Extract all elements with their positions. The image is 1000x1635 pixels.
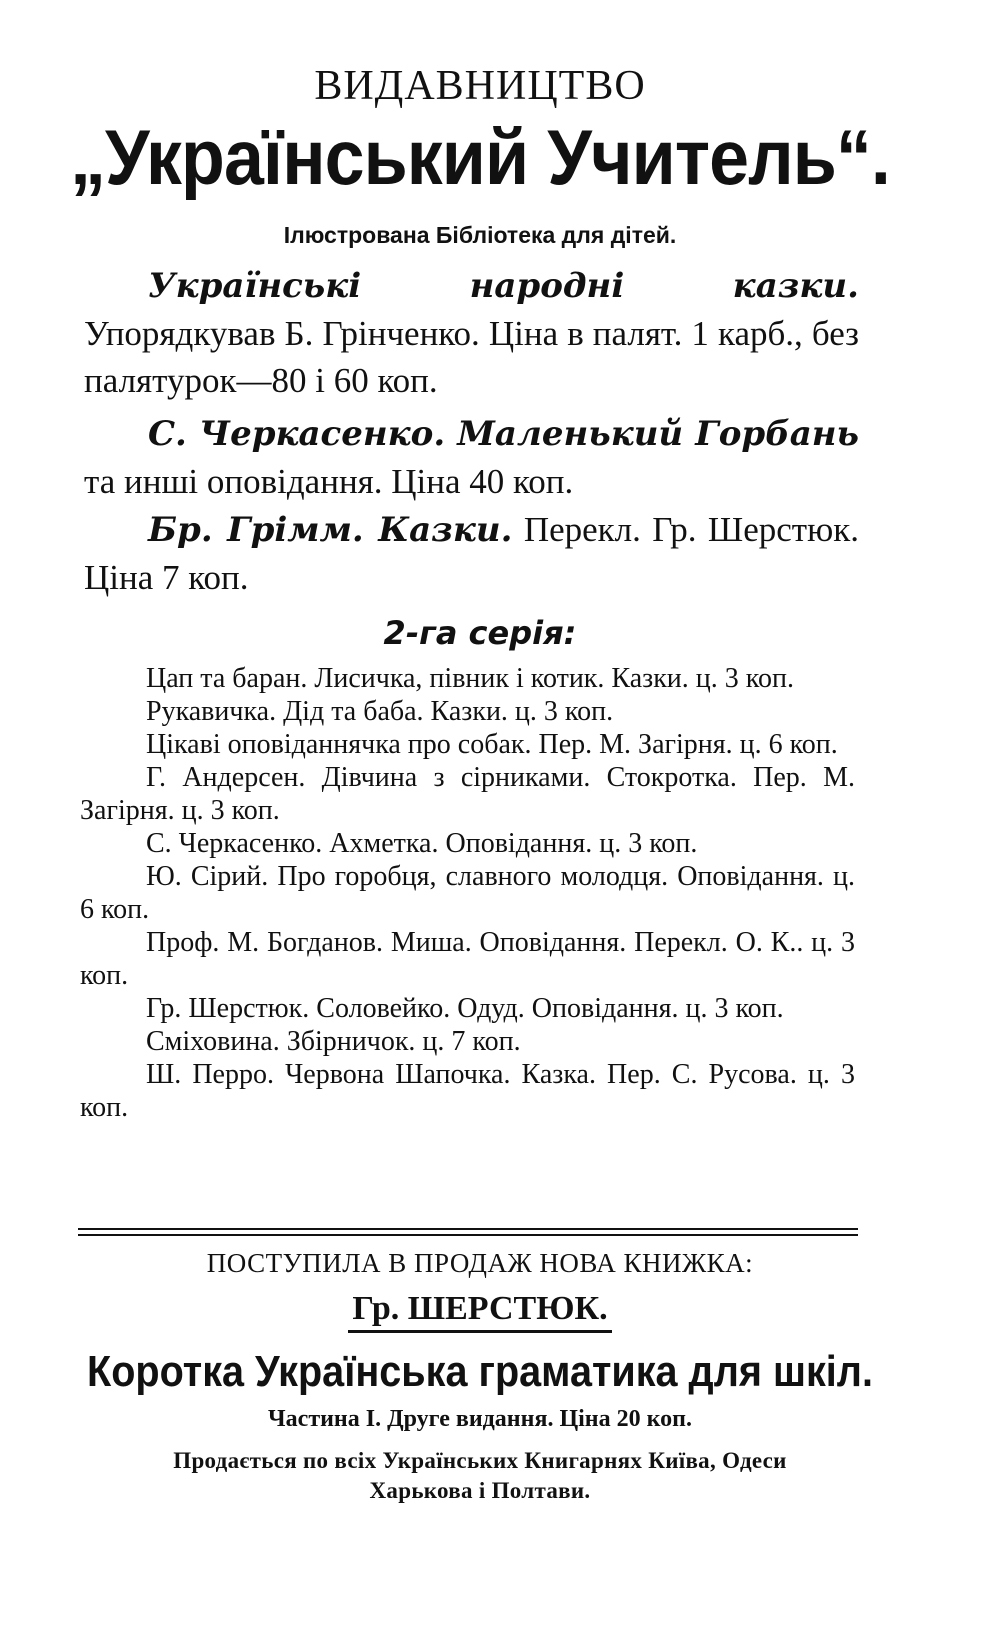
new-book-title: Коротка Українська граматика для шкіл.	[87, 1347, 873, 1396]
sales-note-line: Продається по всіх Українських Книгарнях Київа, Одеси	[173, 1448, 787, 1473]
double-rule-top	[78, 1228, 858, 1230]
new-book-author-text: Гр. ШЕРСТЮК.	[348, 1290, 611, 1333]
series-subtitle: Ілюстрована Бібліотека для дітей.	[283, 222, 677, 248]
book-entry-text: Упорядкував Б. Грінченко. Ціна в палят. 1 карб., без палятурок—80 і 60 коп.	[84, 314, 859, 400]
book-entry-lead: Українські народні казки.	[148, 266, 859, 306]
book-entry-lead: Бр. Грімм. Казки.	[148, 510, 513, 550]
new-book-info: Частина I. Друге видання. Ціна 20 коп.	[268, 1406, 692, 1432]
double-rule-bottom	[78, 1234, 858, 1236]
series-heading: 2-га серія:	[383, 614, 577, 652]
publisher-label: ВИДАВНИЦТВО	[314, 63, 646, 109]
list-item: Ш. Перро. Червона Шапочка. Казка. Пер. С. Русова. ц. 3 коп.	[80, 1059, 855, 1123]
new-book-author	[0, 1290, 960, 1333]
book-entry-grimm-tales	[84, 506, 859, 601]
list-item: С. Черкасенко. Ахметка. Оповідання. ц. 3 коп.	[146, 828, 698, 859]
book-entry-little-hunchback	[84, 410, 859, 505]
book-entry-text: Перекл. Гр. Шерстюк. Ціна 7 коп.	[84, 510, 859, 597]
list-item: Гр. Шерстюк. Соловейко. Одуд. Оповідання. ц. 3 коп.	[146, 993, 784, 1024]
book-entry-lead: С. Черкасенко. Маленький Горбань	[148, 414, 859, 454]
sales-note-line: Харькова і Полтави.	[369, 1478, 591, 1503]
series-2-list	[80, 662, 855, 1124]
list-item: Проф. М. Богданов. Миша. Оповідання. Перекл. О. К.. ц. 3 коп.	[80, 927, 855, 991]
sales-note	[60, 1446, 900, 1506]
book-entry-folk-tales	[84, 262, 859, 404]
list-item: Ю. Сірий. Про горобця, славного молодця. Оповідання. ц. 6 коп.	[80, 861, 855, 925]
book-entry-text: та инші оповідання. Ціна 40 коп.	[84, 462, 574, 501]
new-book-label: ПОСТУПИЛА В ПРОДАЖ НОВА КНИЖКА:	[206, 1248, 754, 1278]
list-item: Цікаві оповіданнячка про собак. Пер. М. Загірня. ц. 6 коп.	[146, 729, 838, 760]
publisher-name: „Український Учитель“.	[70, 113, 890, 201]
list-item: Цап та баран. Лисичка, півник і котик. Казки. ц. 3 коп.	[146, 663, 794, 694]
list-item: Сміховина. Збірничок. ц. 7 коп.	[146, 1026, 521, 1057]
list-item: Рукавичка. Дід та баба. Казки. ц. 3 коп.	[146, 696, 614, 727]
list-item: Г. Андерсен. Дівчина з сірниками. Стокротка. Пер. М. Загірня. ц. 3 коп.	[80, 762, 855, 826]
